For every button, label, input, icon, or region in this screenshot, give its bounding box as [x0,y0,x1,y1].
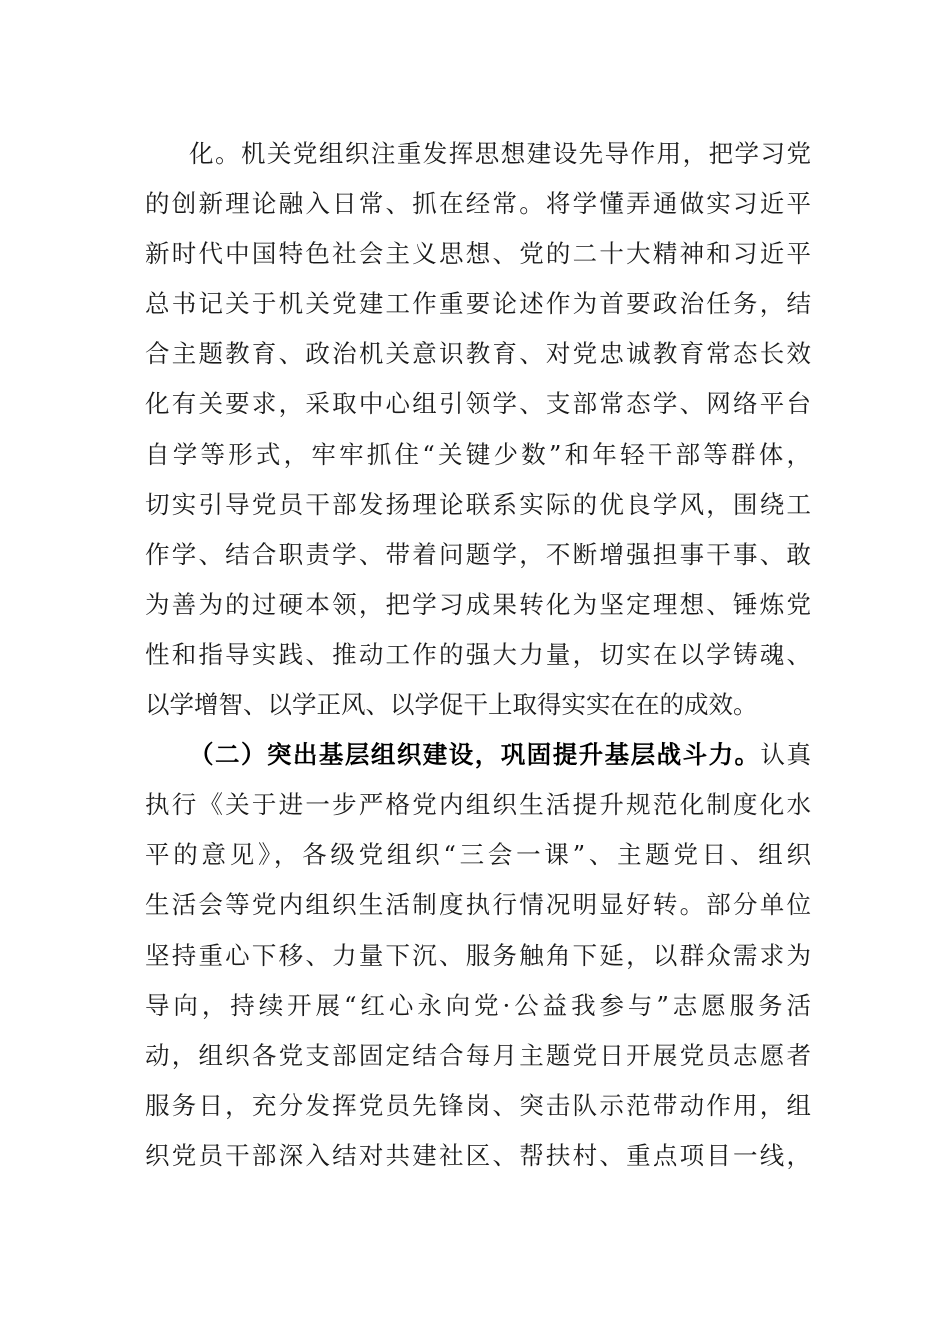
text-line: 新时代中国特色社会主义思想、党的二十大精神和习近平 [145,239,811,269]
text-line: 作学、结合职责学、带着问题学，不断增强担事干事、敢 [145,539,811,569]
paragraph-1 [145,129,811,730]
text-line: 平的意见》，各级党组织“三会一课”、主题党日、组织 [145,840,811,870]
text-line: 生活会等党内组织生活制度执行情况明显好转。部分单位 [145,890,811,920]
text-line: 执行《关于进一步严格党内组织生活提升规范化制度化水 [145,790,811,820]
body-text [145,129,811,1181]
text-line: 服务日，充分发挥党员先锋岗、突击队示范带动作用，组 [145,1090,811,1120]
text-line: 为善为的过硬本领，把学习成果转化为坚定理想、锤炼党 [145,589,811,619]
text-line: 以学增智、以学正风、以学促干上取得实实在在的成效。 [145,690,758,720]
section-heading: （二）突出基层组织建设，巩固提升基层战斗力。 [189,740,761,770]
heading-line-text: 认真 [760,740,812,770]
text-line: 织党员干部深入结对共建社区、帮扶村、重点项目一线， [145,1140,811,1170]
text-line: 动，组织各党支部固定结合每月主题党日开展党员志愿者 [145,1040,811,1070]
section-heading-line [145,730,811,780]
text-line: 总书记关于机关党建工作重要论述作为首要政治任务，结 [145,289,811,319]
text-line: 坚持重心下移、力量下沉、服务触角下延，以群众需求为 [145,940,811,970]
text-line: 的创新理论融入日常、抓在经常。将学懂弄通做实习近平 [145,189,811,219]
text-line: 化有关要求，采取中心组引领学、支部常态学、网络平台 [145,389,811,419]
text-line: 导向，持续开展“红心永向党·公益我参与”志愿服务活 [145,990,811,1020]
text-line: 性和指导实践、推动工作的强大力量，切实在以学铸魂、 [145,639,811,669]
text-line: 自学等形式，牢牢抓住“关键少数”和年轻干部等群体， [145,439,811,469]
text-line: 合主题教育、政治机关意识教育、对党忠诚教育常态长效 [145,339,811,369]
paragraph-2 [145,730,811,1181]
text-line: 切实引导党员干部发扬理论联系实际的优良学风，围绕工 [145,489,811,519]
text-line: 化。机关党组织注重发挥思想建设先导作用，把学习党 [189,139,811,168]
